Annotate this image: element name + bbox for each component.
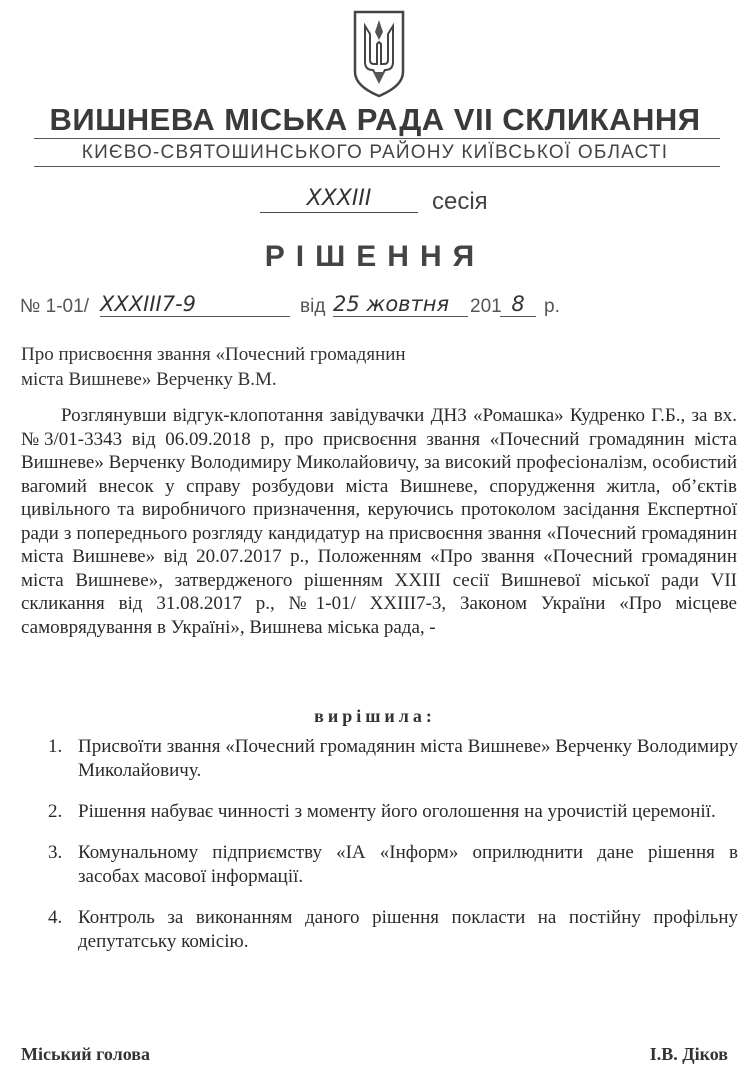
year-digit: 8 [500, 292, 536, 317]
decision-number: XXXIII7-9 [100, 292, 290, 317]
decision-number-line [20, 294, 580, 324]
year-suffix: р. [544, 296, 560, 317]
header-divider-top [34, 138, 720, 139]
list-item: 1. Присвоїти звання «Почесний громадянин міста Вишневе» Верченку Володимиру Миколайовичу. [48, 736, 738, 781]
session-label: сесія [432, 188, 488, 215]
number-prefix: № 1-01/ [20, 296, 89, 317]
header-divider-bottom [34, 166, 720, 167]
preamble-text: Розглянувши відгук-клопотання завідувачки ДНЗ «Ромашка» Кудренко Г.Б., за вх. №3/01-3343 від 06.09.2018 р, про присвоєння звання «Почесний громадянин міста Вишневе» Верченку Володимиру Миколайовичу, за високий професіоналізм, особистий вагомий внесок у справу розбудови міста Вишневе, спорудження житла, об’єктів цивільного та виробничого призначення, керуючись протоколом засідання Експертної ради з попереднього розгляду кандидатур на присвоєння звання «Почесний громадянин міста Вишневе» від 20.07.2017 р., Положенням «Про звання «Почесний громадянин міста Вишневе», затвердженого рішенням XXIII сесії Вишневої міської ради VII скликання від 31.08.2017 р., №1-01/ XXIII7-3, Законом України «Про місцеве самоврядування в Україні», Вишнева міська рада, - [21, 405, 737, 638]
subject-line-1: Про присвоєння звання «Почесний громадянин [21, 344, 406, 365]
list-item: 4. Контроль за виконанням даного рішення покласти на постійну профільну депутатську комісію. [48, 907, 738, 952]
decision-items [44, 735, 738, 971]
list-item: 2. Рішення набуває чинності з моменту його оголошення на урочистій церемонії. [48, 801, 716, 822]
session-line [260, 186, 590, 220]
council-name: ВИШНЕВА МІСЬКА РАДА VII СКЛИКАННЯ [49, 102, 701, 137]
session-number: XXXIII [260, 186, 418, 213]
decision-subject [21, 342, 501, 392]
signatory-name: І.В. Діков [649, 1044, 728, 1064]
signatory-title: Міський голова [21, 1044, 150, 1064]
subject-line-2: міста Вишневе» Верченку В.М. [21, 369, 277, 390]
decision-date: 25 жовтня [333, 292, 468, 317]
district-name: КИЄВО-СВЯТОШИНСЬКОГО РАЙОНУ КИЇВСЬКОЇ ОБЛАСТІ [81, 142, 669, 163]
preamble [21, 404, 737, 639]
date-from-label: від [300, 296, 326, 317]
resolved-label: вирішила: [314, 706, 436, 726]
year-prefix: 201 [470, 296, 502, 317]
decision-title: РІШЕННЯ [264, 240, 486, 273]
list-item: 3. Комунальному підприємству «ІА «Інформ» оприлюднити дане рішення в засобах масової інформації. [48, 842, 738, 887]
trident-emblem-icon [351, 10, 407, 98]
